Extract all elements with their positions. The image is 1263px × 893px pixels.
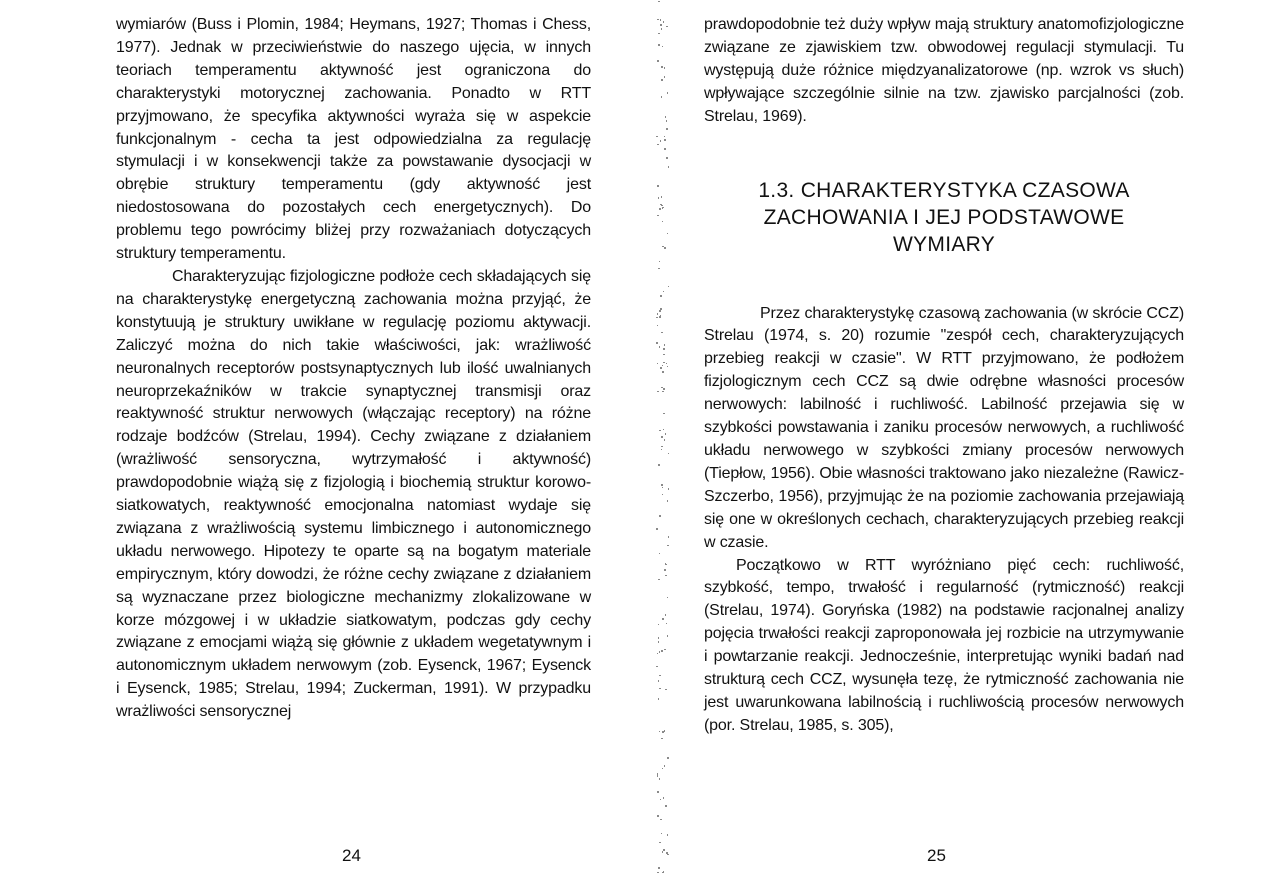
section-heading-line-3: WYMIARY (892, 232, 996, 256)
left-page-text-column (116, 14, 591, 724)
right-page (631, 0, 1263, 893)
right-paragraph-2: Początkowo w RTT wyróżniano pięć cech: ruchliwość, szybkość, tempo, trwałość i regularność (rytmiczność) reakcji (Strelau, 1974). Goryńska (1982) na podstawie racjonalnej analizy pojęcia trwałości reakcji zaproponowała jej rozbicie na utrzymywanie i powtarzanie reakcji. Jednocześnie, interpretując wyniki badań nad strukturą cech CCZ, wysunęła tezę, że rytmiczność zachowania nie jest uwarunkowana labilnością i ruchliwością procesów nerwowych (por. Strelau, 1985, s. 305), (704, 556, 1184, 734)
right-page-text-column (704, 14, 1184, 738)
left-page-number: 24 (342, 846, 361, 865)
section-heading (704, 177, 1184, 258)
right-intro-paragraph: prawdopodobnie też duży wpływ mają struktury anatomofizjologiczne związane ze zjawiskiem tzw. obwodowej regulacji stymulacji. Tu występują duże różnice międzyanalizatorowe (np. wzrok vs słuch) wpływające szczególnie silnie na tzw. zjawisko parcjalności (zob. Strelau, 1969). (704, 16, 1184, 125)
left-paragraph-2: Charakteryzując fizjologiczne podłoże cech składających się na charakterystykę energetyczną zachowania można przyjąć, że konstytuują je struktury uwikłane w regulację poziomu aktywacji. Zaliczyć można do nich takie właściwości, jak: wrażliwość neuronalnych receptorów postsynaptycznych lub ilość uwalnianych neuroprzekaźników w trakcie synaptycznej transmisji oraz reaktywność struktur nerwowych (włączając receptory) na różne rodzaje bodźców (Strelau, 1994). Cechy związane z działaniem (wrażliwość sensoryczna, wytrzymałość i aktywność) prawdopodobnie wiążą się z fizjologią i biochemią struktur korowo-siatkowatych, reaktywność emocjonalna natomiast wydaje się związana z wrażliwością systemu limbicznego i autonomicznego układu nerwowego. Hipotezy te oparte są na bogatym materiale empirycznym, który dowodzi, że różne cechy związane z działaniem są wyznaczane przez biologiczne mechanizmy zlokalizowane w korze mózgowej i w układzie siatkowatym, podczas gdy cechy związane z emocjami wiążą się głównie z układem wegetatywnym i autonomicznym układem nerwowym (zob. Eysenck, 1967; Eysenck i Eysenck, 1985; Strelau, 1994; Zuckerman, 1991). W przypadku wrażliwości sensorycznej (116, 267, 591, 721)
right-page-number: 25 (927, 846, 946, 865)
left-page (0, 0, 631, 893)
section-heading-line-1: 1.3. CHARAKTERYSTYKA CZASOWA (758, 178, 1130, 202)
left-paragraph-1: wymiarów (Buss i Plomin, 1984; Heymans, 1927; Thomas i Chess, 1977). Jednak w przeciwieństwie do naszego ujęcia, w innych teoriach temperamentu aktywność jest ograniczona do charakterystyki motorycznej zachowania. Ponadto w RTT przyjmowano, że specyfika aktywności wyraża się w aspekcie funkcjonalnym - cecha ta jest odpowiedzialna za regulację stymulacji i w konsekwencji także za powstawanie dysocjacji w obrębie struktury temperamentu (gdy aktywność jest niedostosowana do pozostałych cech energetycznych). Do problemu tego powrócimy bliżej przy rozważaniach dotyczących struktury temperamentu. (116, 16, 591, 263)
section-heading-line-2: ZACHOWANIA I JEJ PODSTAWOWE (763, 205, 1125, 229)
right-paragraph-1: Przez charakterystykę czasową zachowania (w skrócie CCZ) Strelau (1974, s. 20) rozumie "zespół cech, charakteryzujących przebieg reakcji w czasie". W RTT przyjmowano, że podłożem fizjologicznym cech CCZ są dwie odrębne własności procesów nerwowych: labilność i ruchliwość. Labilność przejawia się w szybkości powstawania i zaniku procesów nerwowych, a ruchliwość układu nerwowego w szybkości zmiany procesów nerwowych (Tiepłow, 1956). Obie własności traktowano jako niezależne (Rawicz-Szczerbo, 1956), przyjmując że na poziomie zachowania przejawiają się one w określonych cechach, charakteryzujących przebieg reakcji w czasie. (704, 304, 1184, 551)
